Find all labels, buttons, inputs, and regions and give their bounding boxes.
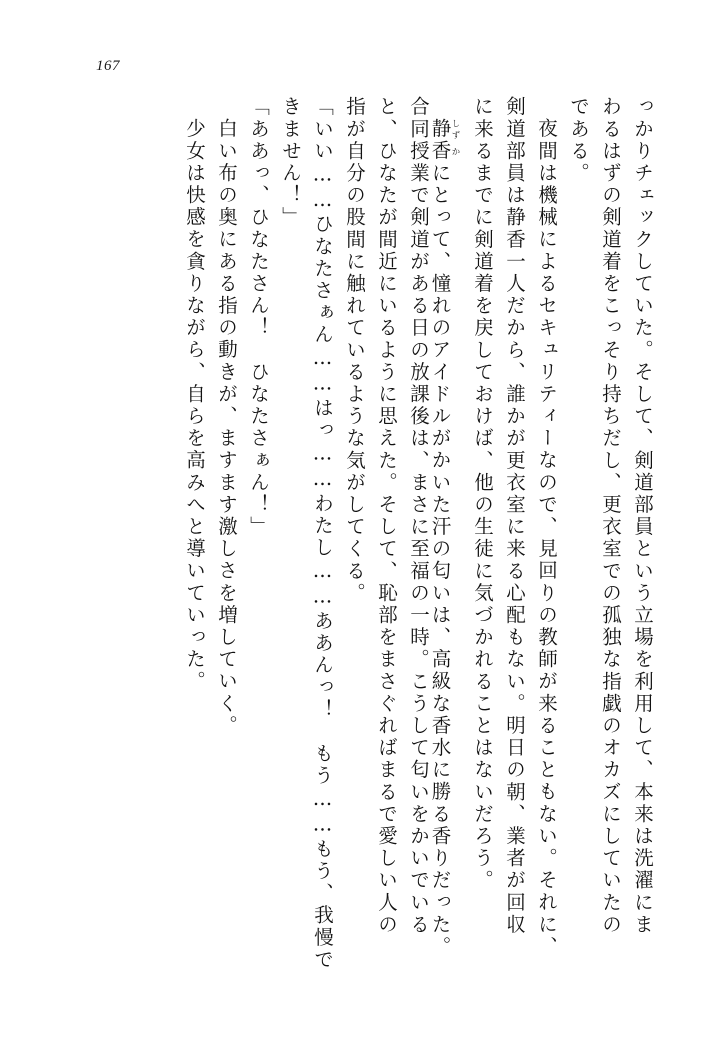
text-line: きません！」 <box>279 96 302 229</box>
text-line: 「いい……ひなたさぁん……はっ……わたし……ああんっ！ もう……もう、我慢で <box>311 96 334 971</box>
text-line: に来るまでに剣道着を戻しておけば、他の生徒に気づかれることはないだろう。 <box>471 96 494 892</box>
text-line: 合同授業で剣道がある日の放課後は、まさに至福の一時。こうして匂いをかいでいる <box>407 96 430 936</box>
text-line-rest: にとって、憧れのアイドルがかいた汗の匂いは、高級な香水に勝る香りだった。 <box>428 162 452 958</box>
text-line: っかりチェックしていた。そして、剣道部員という立場を利用して、本来は洗濯にま <box>631 96 654 936</box>
ruby-base-2: 香 <box>428 140 452 163</box>
text-line: 「ああっ、ひなたさん！ ひなたさぁん！」 <box>247 96 270 538</box>
text-line: 白い布の奥にある指の動きが、ますます激しさを増していく。 <box>215 118 238 737</box>
ruby-reading-1: しず <box>450 118 460 141</box>
text-line: 少女は快感を貪りながら、自らを高みへと導いていった。 <box>183 118 206 693</box>
text-line: 剣道部員は静香一人だから、誰かが更衣室に来る心配もない。明日の朝、業者が回収 <box>503 96 526 936</box>
text-line: 指が自分の股間に触れているような気がしてくる。 <box>343 96 366 605</box>
text-line-with-ruby <box>428 96 460 1020</box>
ruby-reading-2: か <box>450 140 460 163</box>
ruby-base-1: 静 <box>428 118 452 141</box>
ruby-annotation <box>428 118 460 163</box>
vertical-text-body <box>88 96 652 998</box>
text-line: である。 <box>567 96 590 185</box>
text-line: と、ひなたが間近にいるように思えた。そして、恥部をまさぐればまるで愛しい人の <box>375 96 398 936</box>
text-line: わるはずの剣道着をこっそり持ちだし、更衣室での孤独な指戯のオカズにしていたの <box>599 96 622 936</box>
page-number: 167 <box>96 58 120 74</box>
text-line: 夜間は機械によるセキュリティーなので、見回りの教師が来ることもない。それに、 <box>535 118 558 958</box>
